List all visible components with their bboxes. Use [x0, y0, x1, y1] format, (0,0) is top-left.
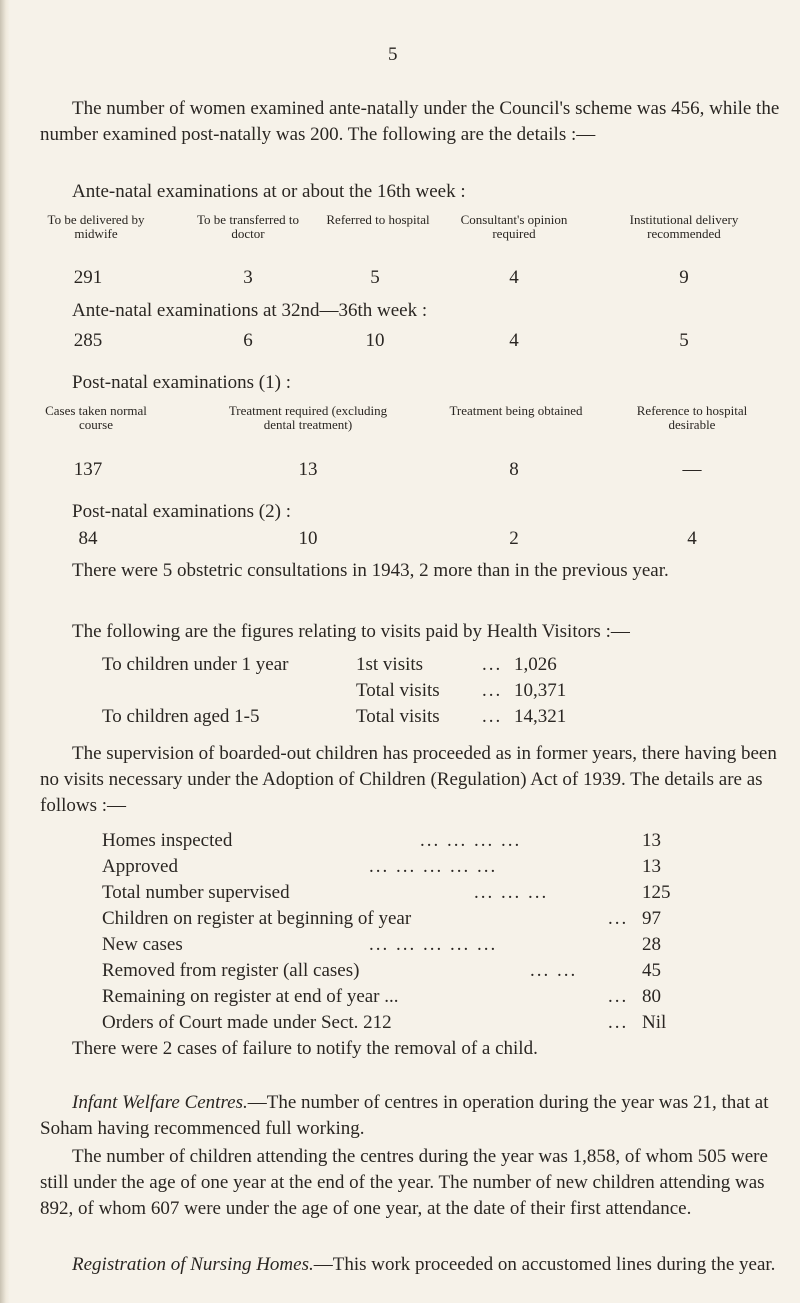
bo-row-label: Children on register at beginning of year — [102, 908, 412, 929]
col-header-consultant: Consultant's opinion required — [460, 212, 568, 241]
postnatal-2-value: 2 — [509, 528, 519, 549]
bo-row-label: Total number supervised — [102, 882, 290, 903]
antenatal-16-value: 4 — [509, 267, 519, 288]
postnatal-2-value: 84 — [78, 528, 98, 549]
hv-row-label: Total visits — [356, 706, 440, 727]
nursing-homes-paragraph: Registration of Nursing Homes.—This work proceeded on accustomed lines during the year. — [72, 1254, 776, 1275]
hv-row-label: Total visits — [356, 680, 440, 701]
page-edge-shadow — [0, 0, 10, 1303]
antenatal-16-value: 9 — [679, 267, 689, 288]
bo-row-dots: ... ... ... — [474, 882, 549, 903]
bo-row-dots: ... — [608, 1012, 629, 1033]
postnatal-1-value: — — [682, 459, 702, 480]
hv-row-value: 10,371 — [514, 680, 567, 701]
postnatal-1-value: 137 — [73, 459, 103, 480]
bo-row-value: 28 — [642, 934, 661, 955]
attendance-paragraph: The number of children attending the centres during the year was 1,858, of whom 505 were still under the age of one year at the end of the year. The number of new children attending was 892, of whom 607 were under the age of one year, at the date of their first attendance. — [40, 1146, 768, 1219]
antenatal-16-value: 5 — [370, 267, 380, 288]
bo-row-label: New cases — [102, 934, 183, 955]
hv-row-value: 14,321 — [514, 706, 567, 727]
failure-note: There were 2 cases of failure to notify the removal of a child. — [72, 1038, 538, 1059]
bo-row-value: 13 — [642, 830, 661, 851]
hv-row-label: 1st visits — [356, 654, 424, 675]
bo-row-label: Remaining on register at end of year ... — [102, 986, 399, 1007]
antenatal-16-value: 3 — [243, 267, 253, 288]
infant-welfare-title: Infant Welfare Centres. — [72, 1092, 248, 1113]
health-visitors-intro: The following are the figures relating to visits paid by Health Visitors :— — [72, 621, 630, 642]
postnatal-1-value: 8 — [509, 459, 519, 480]
boarded-out-paragraph: The supervision of boarded-out children has proceeded as in former years, there having been no visits necessary under the Adoption of Children (Regulation) Act of 1939. The details are as follows :— — [40, 743, 777, 816]
antenatal-32-value: 5 — [679, 330, 689, 351]
bo-row-value: 97 — [642, 908, 661, 929]
antenatal-32-value: 285 — [73, 330, 103, 351]
postnatal-1-heading: Post-natal examinations (1) : — [72, 372, 291, 393]
bo-row-value: Nil — [642, 1012, 667, 1033]
postnatal-2-heading: Post-natal examinations (2) : — [72, 501, 291, 522]
postnatal-1-value: 13 — [298, 459, 318, 480]
hv-row-dots: ... — [482, 680, 503, 701]
col-header-institutional: Institutional delivery recommended — [629, 212, 739, 241]
bo-row-value: 80 — [642, 986, 661, 1007]
hv-row-value: 1,026 — [514, 654, 557, 675]
bo-row-label: Orders of Court made under Sect. 212 — [102, 1012, 392, 1033]
bo-row-dots: ... ... ... ... ... — [369, 856, 498, 877]
col-header-treatment-required: Treatment required (excluding dental treatment) — [228, 403, 388, 432]
antenatal-32-value: 4 — [509, 330, 519, 351]
infant-welfare-paragraph: Infant Welfare Centres.—The number of centres in operation during the year was 21, that at Soham having recommenced full working. — [40, 1092, 769, 1139]
bo-row-dots: ... ... — [530, 960, 578, 981]
bo-row-dots: ... ... ... ... ... — [369, 934, 498, 955]
bo-row-dots: ... — [608, 986, 629, 1007]
bo-row-dots: ... — [608, 908, 629, 929]
antenatal-16-heading: Ante-natal examinations at or about the 16th week : — [72, 181, 466, 202]
col-header-treatment-obtained: Treatment being obtained — [449, 403, 583, 418]
col-header-doctor: To be transferred to doctor — [197, 212, 299, 241]
page-number: 5 — [388, 44, 398, 65]
bo-row-value: 13 — [642, 856, 661, 877]
antenatal-32-value: 6 — [243, 330, 253, 351]
bo-row-value: 45 — [642, 960, 661, 981]
antenatal-32-heading: Ante-natal examinations at 32nd—36th week : — [72, 300, 428, 321]
bo-row-value: 125 — [642, 882, 671, 903]
postnatal-2-value: 4 — [687, 528, 697, 549]
bo-row-label: Removed from register (all cases) — [102, 960, 360, 981]
hv-group-label: To children under 1 year — [102, 654, 289, 675]
consultations-paragraph: There were 5 obstetric consultations in 1943, 2 more than in the previous year. — [72, 560, 669, 581]
col-header-normal-course: Cases taken normal course — [45, 403, 147, 432]
col-header-hospital-reference: Reference to hospital desirable — [636, 403, 748, 432]
intro-paragraph: The number of women examined ante-natally under the Council's scheme was 456, while the number examined post-natally was 200. The following are the details :— — [40, 98, 780, 145]
hv-row-dots: ... — [482, 706, 503, 727]
hv-group-label: To children aged 1-5 — [102, 706, 260, 727]
bo-row-label: Approved — [102, 856, 178, 877]
antenatal-32-value: 10 — [365, 330, 385, 351]
bo-row-dots: ... ... ... ... — [420, 830, 522, 851]
bo-row-label: Homes inspected — [102, 830, 233, 851]
col-header-midwife: To be delivered by midwife — [47, 212, 145, 241]
col-header-hospital: Referred to hospital — [326, 212, 430, 227]
hv-row-dots: ... — [482, 654, 503, 675]
nursing-homes-title: Registration of Nursing Homes. — [72, 1254, 314, 1275]
postnatal-2-value: 10 — [298, 528, 318, 549]
antenatal-16-value: 291 — [73, 267, 103, 288]
